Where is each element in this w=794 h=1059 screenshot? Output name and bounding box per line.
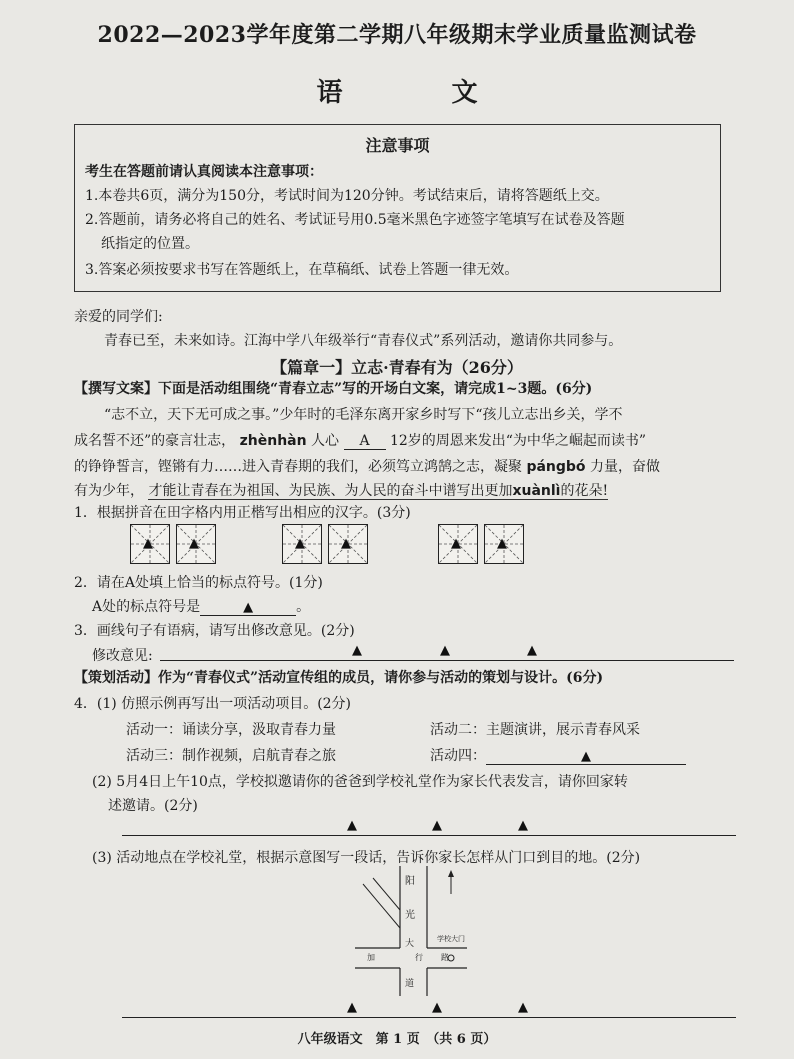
para-frag-e: 力量，奋做 — [590, 459, 661, 475]
notice-intro: 考生在答题前请认真阅读本注意事项： — [85, 164, 323, 180]
pinyin-2: pángbó — [526, 459, 586, 475]
blank-a: A — [344, 433, 386, 450]
section1-head: 【撰写文案】 — [74, 381, 158, 397]
tianzige-cell[interactable] — [130, 524, 170, 564]
answer-triangle: ▲ — [497, 536, 507, 551]
exam-title: 2022—2023学年度第二学期八年级期末学业质量监测试卷 — [97, 22, 697, 48]
section1-desc: 下面是活动组围绕“青春立志”写的开场白文案，请完成1~3题。(6分) — [158, 381, 593, 397]
answer-triangle: ▲ — [189, 536, 199, 551]
section2-desc: 作为“青春仪式”活动宣传组的成员，请你参与活动的策划与设计。(6分) — [158, 670, 604, 686]
activity-4 — [430, 745, 686, 765]
para-line-4 — [74, 480, 608, 500]
answer-triangle: ▲ — [432, 818, 442, 833]
road-label-h3: 路 — [441, 953, 449, 962]
answer-triangle: ▲ — [440, 643, 450, 658]
answer-triangle: ▲ — [581, 749, 591, 764]
question-4-3: (3) 活动地点在学校礼堂，根据示意图写一段话，告诉你家长怎样从门口到目的地。(2分) — [92, 850, 641, 866]
notice-item-1: 1.本卷共6页，满分为150分，考试时间为120分钟。考试结束后，请将答题纸上交。 — [85, 188, 609, 204]
q2-answer-label: A处的标点符号是 — [92, 599, 201, 615]
q2-answer-blank[interactable] — [200, 599, 296, 616]
tianzige-cell[interactable] — [438, 524, 478, 564]
para-frag-g: 才能让青春在为祖国、为民族、为人民的奋斗中谱写出更加 — [148, 483, 513, 499]
tianzige-cell[interactable] — [484, 524, 524, 564]
notice-box — [74, 124, 721, 292]
answer-triangle: ▲ — [243, 600, 254, 615]
question-4-2a: (2) 5月4日上午10点，学校拟邀请你的爸爸到学校礼堂作为家长代表发言，请你回家转 — [92, 774, 628, 790]
notice-item-2b: 纸指定的位置。 — [101, 236, 199, 252]
activity-3: 活动三：制作视频，启航青春之旅 — [126, 748, 336, 764]
answer-triangle: ▲ — [341, 536, 351, 551]
question-4-1: 4．(1) 仿照示例再写出一项活动项目。(2分) — [74, 696, 352, 712]
activity-2: 活动二：主题演讲，展示青春风采 — [430, 722, 640, 738]
route-map — [355, 866, 485, 996]
question-3: 3．画线句子有语病，请写出修改意见。(2分) — [74, 623, 355, 639]
road-label-v3: 大 — [405, 939, 415, 949]
notice-item-2: 2.答题前，请务必将自己的姓名、考试证号用0.5毫米黑色字迹签字笔填写在试卷及答题 — [85, 212, 625, 228]
section2-header — [74, 667, 603, 687]
road-label-v2: 光 — [405, 910, 415, 921]
pinyin-1: zhènhàn — [239, 433, 307, 449]
answer-triangle: ▲ — [295, 536, 305, 551]
underlined-sentence — [148, 483, 608, 500]
notice-item-3: 3.答案必须按要求书写在答题纸上，在草稿纸、试卷上答题一律无效。 — [85, 262, 519, 278]
q3-answer-line[interactable] — [160, 660, 734, 661]
activity-1: 活动一：诵读分享，汲取青春力量 — [126, 722, 336, 738]
answer-triangle: ▲ — [527, 643, 537, 658]
pinyin-3: xuànlì — [512, 483, 561, 499]
answer-triangle: ▲ — [352, 643, 362, 658]
answer-triangle: ▲ — [518, 1000, 528, 1015]
q2-answer-end: 。 — [296, 599, 311, 615]
q4-3-answer-line[interactable] — [122, 1017, 736, 1018]
para-frag-h: 的花朵! — [560, 483, 609, 499]
q4-2-answer-line[interactable] — [122, 835, 736, 836]
activity-4-blank[interactable] — [486, 748, 686, 765]
answer-triangle: ▲ — [518, 818, 528, 833]
para-line-1: “志不立，天下无可成之事。”少年时的毛泽东离开家乡时写下“孩儿立志出乡关，学不 — [104, 407, 623, 423]
route-map-svg — [355, 866, 485, 996]
tianzige-cell[interactable] — [176, 524, 216, 564]
tianzige-cell[interactable] — [282, 524, 322, 564]
answer-triangle: ▲ — [451, 536, 461, 551]
para-line-3 — [74, 456, 660, 476]
question-4-2b: 述邀请。(2分) — [108, 798, 198, 814]
activity-4-label: 活动四： — [430, 748, 486, 764]
school-gate-label: 学校大门 — [437, 935, 465, 943]
para-line-2 — [74, 430, 646, 450]
chapter-title: 【篇章一】立志·青春有为（26分） — [271, 358, 523, 377]
answer-triangle: ▲ — [347, 1000, 357, 1015]
road-label-v1: 阳 — [405, 876, 415, 887]
answer-triangle: ▲ — [347, 818, 357, 833]
road-label-v4: 道 — [405, 979, 415, 989]
greeting: 亲爱的同学们: — [74, 309, 163, 325]
para-frag-d: 的铮铮誓言，铿锵有力……进入青春期的我们，必须笃立鸿鹄之志，凝聚 — [74, 459, 522, 475]
section1-header — [74, 378, 592, 398]
answer-triangle: ▲ — [432, 1000, 442, 1015]
section2-head: 【策划活动】 — [74, 670, 158, 686]
question-2: 2．请在A处填上恰当的标点符号。(1分) — [74, 575, 323, 591]
intro-line: 青春已至，未来如诗。江海中学八年级举行“青春仪式”系列活动，邀请你共同参与。 — [104, 333, 623, 349]
subject-title: 语 文 — [316, 78, 528, 108]
para-frag-a: 成名誓不还”的豪言壮志， — [74, 433, 236, 449]
question-3-label: 修改意见: — [92, 648, 153, 664]
para-frag-f: 有为少年， — [74, 483, 144, 499]
page-footer: 八年级语文 第 1 页 （共 6 页） — [297, 1032, 497, 1047]
road-label-h2: 行 — [415, 953, 423, 962]
para-frag-c: 12岁的周恩来发出“为中华之崛起而读书” — [389, 433, 647, 449]
question-2-answer — [92, 596, 310, 616]
answer-triangle: ▲ — [143, 536, 153, 551]
para-frag-b: 人心 — [311, 433, 340, 449]
road-label-h1: 加 — [367, 953, 375, 962]
question-1: 1．根据拼音在田字格内用正楷写出相应的汉字。(3分) — [74, 505, 411, 521]
tianzige-cell[interactable] — [328, 524, 368, 564]
notice-title: 注意事项 — [365, 136, 430, 155]
